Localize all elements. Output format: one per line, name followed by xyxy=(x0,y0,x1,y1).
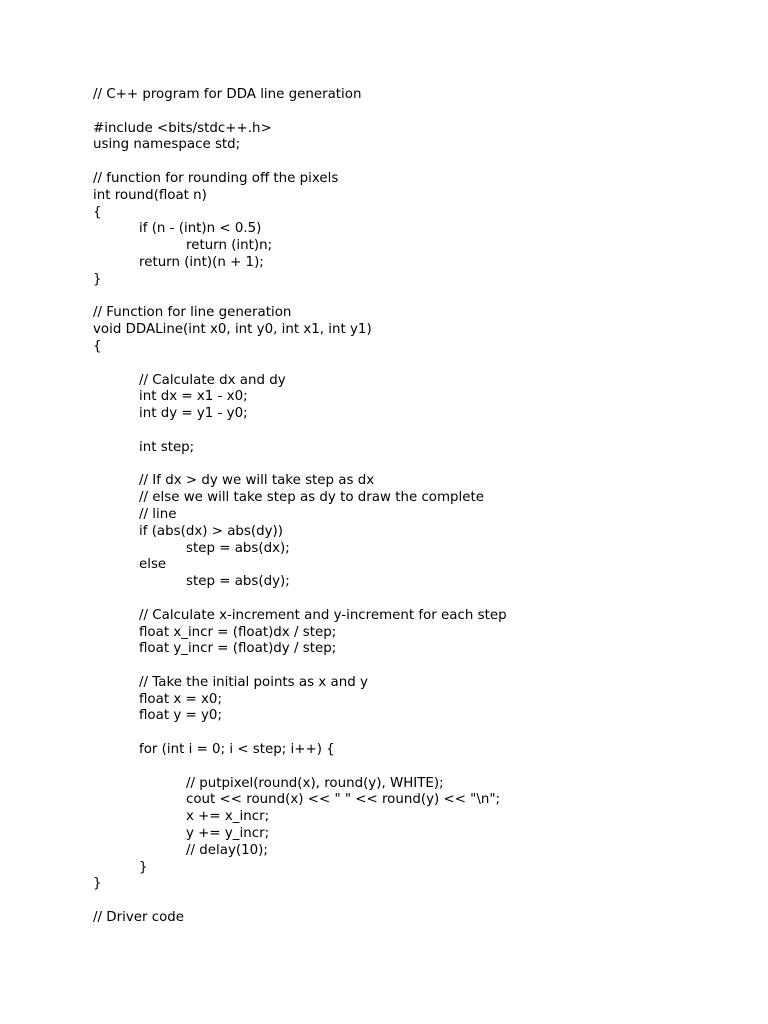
code-line: // Take the initial points as x and y xyxy=(139,674,368,690)
code-line: float y = y0; xyxy=(139,708,222,724)
code-line: for (int i = 0; i < step; i++) { xyxy=(139,742,335,758)
code-line: // Calculate x-increment and y-increment for each step xyxy=(139,607,507,623)
code-line: } xyxy=(139,859,148,875)
code-line: float y_incr = (float)dy / step; xyxy=(139,641,337,657)
code-line xyxy=(93,104,507,121)
code-line: // function for rounding off the pixels xyxy=(93,170,339,186)
code-line: using namespace std; xyxy=(93,137,241,153)
code-line: { xyxy=(93,338,102,354)
code-line: cout << round(x) << " " << round(y) << "\n"; xyxy=(186,792,501,808)
code-line: if (n - (int)n < 0.5) xyxy=(139,221,262,237)
code-line: float x = x0; xyxy=(139,691,222,707)
code-line: // Function for line generation xyxy=(93,305,292,321)
code-line: // line xyxy=(139,506,177,522)
code-line: // putpixel(round(x), round(y), WHITE); xyxy=(186,775,444,791)
code-line: int dy = y1 - y0; xyxy=(139,406,248,422)
code-line: step = abs(dy); xyxy=(186,574,290,590)
code-line: // Calculate dx and dy xyxy=(139,372,286,388)
code-line: // else we will take step as dy to draw the complete xyxy=(139,490,484,506)
code-line xyxy=(93,893,507,910)
code-line xyxy=(93,423,507,440)
code-line: else xyxy=(139,557,167,573)
code-line xyxy=(93,591,507,608)
code-line: if (abs(dx) > abs(dy)) xyxy=(139,523,283,539)
code-line: float x_incr = (float)dx / step; xyxy=(139,624,337,640)
code-line: #include <bits/stdc++.h> xyxy=(93,120,272,136)
code-line: // Driver code xyxy=(93,910,185,926)
code-line: step = abs(dx); xyxy=(186,540,290,556)
code-line xyxy=(93,289,507,306)
code-line: } xyxy=(93,271,102,287)
code-line: int dx = x1 - x0; xyxy=(139,389,248,405)
code-line: x += x_incr; xyxy=(186,809,270,825)
code-line xyxy=(93,457,507,474)
code-line xyxy=(93,725,507,742)
code-line: // delay(10); xyxy=(186,842,268,858)
code-line: int round(float n) xyxy=(93,187,207,203)
code-line: return (int)(n + 1); xyxy=(139,254,264,270)
code-line: } xyxy=(93,876,102,892)
code-line: { xyxy=(93,204,102,220)
code-line: // If dx > dy we will take step as dx xyxy=(139,473,375,489)
code-line: y += y_incr; xyxy=(186,826,270,842)
code-line: // C++ program for DDA line generation xyxy=(93,87,362,102)
code-line xyxy=(93,356,507,373)
code-line: return (int)n; xyxy=(186,238,273,254)
code-line xyxy=(93,658,507,675)
code-line: void DDALine(int x0, int y0, int x1, int y1) xyxy=(93,322,372,338)
code-line xyxy=(93,154,507,171)
code-listing xyxy=(93,87,507,927)
code-line xyxy=(93,759,507,776)
code-line: int step; xyxy=(139,439,195,455)
